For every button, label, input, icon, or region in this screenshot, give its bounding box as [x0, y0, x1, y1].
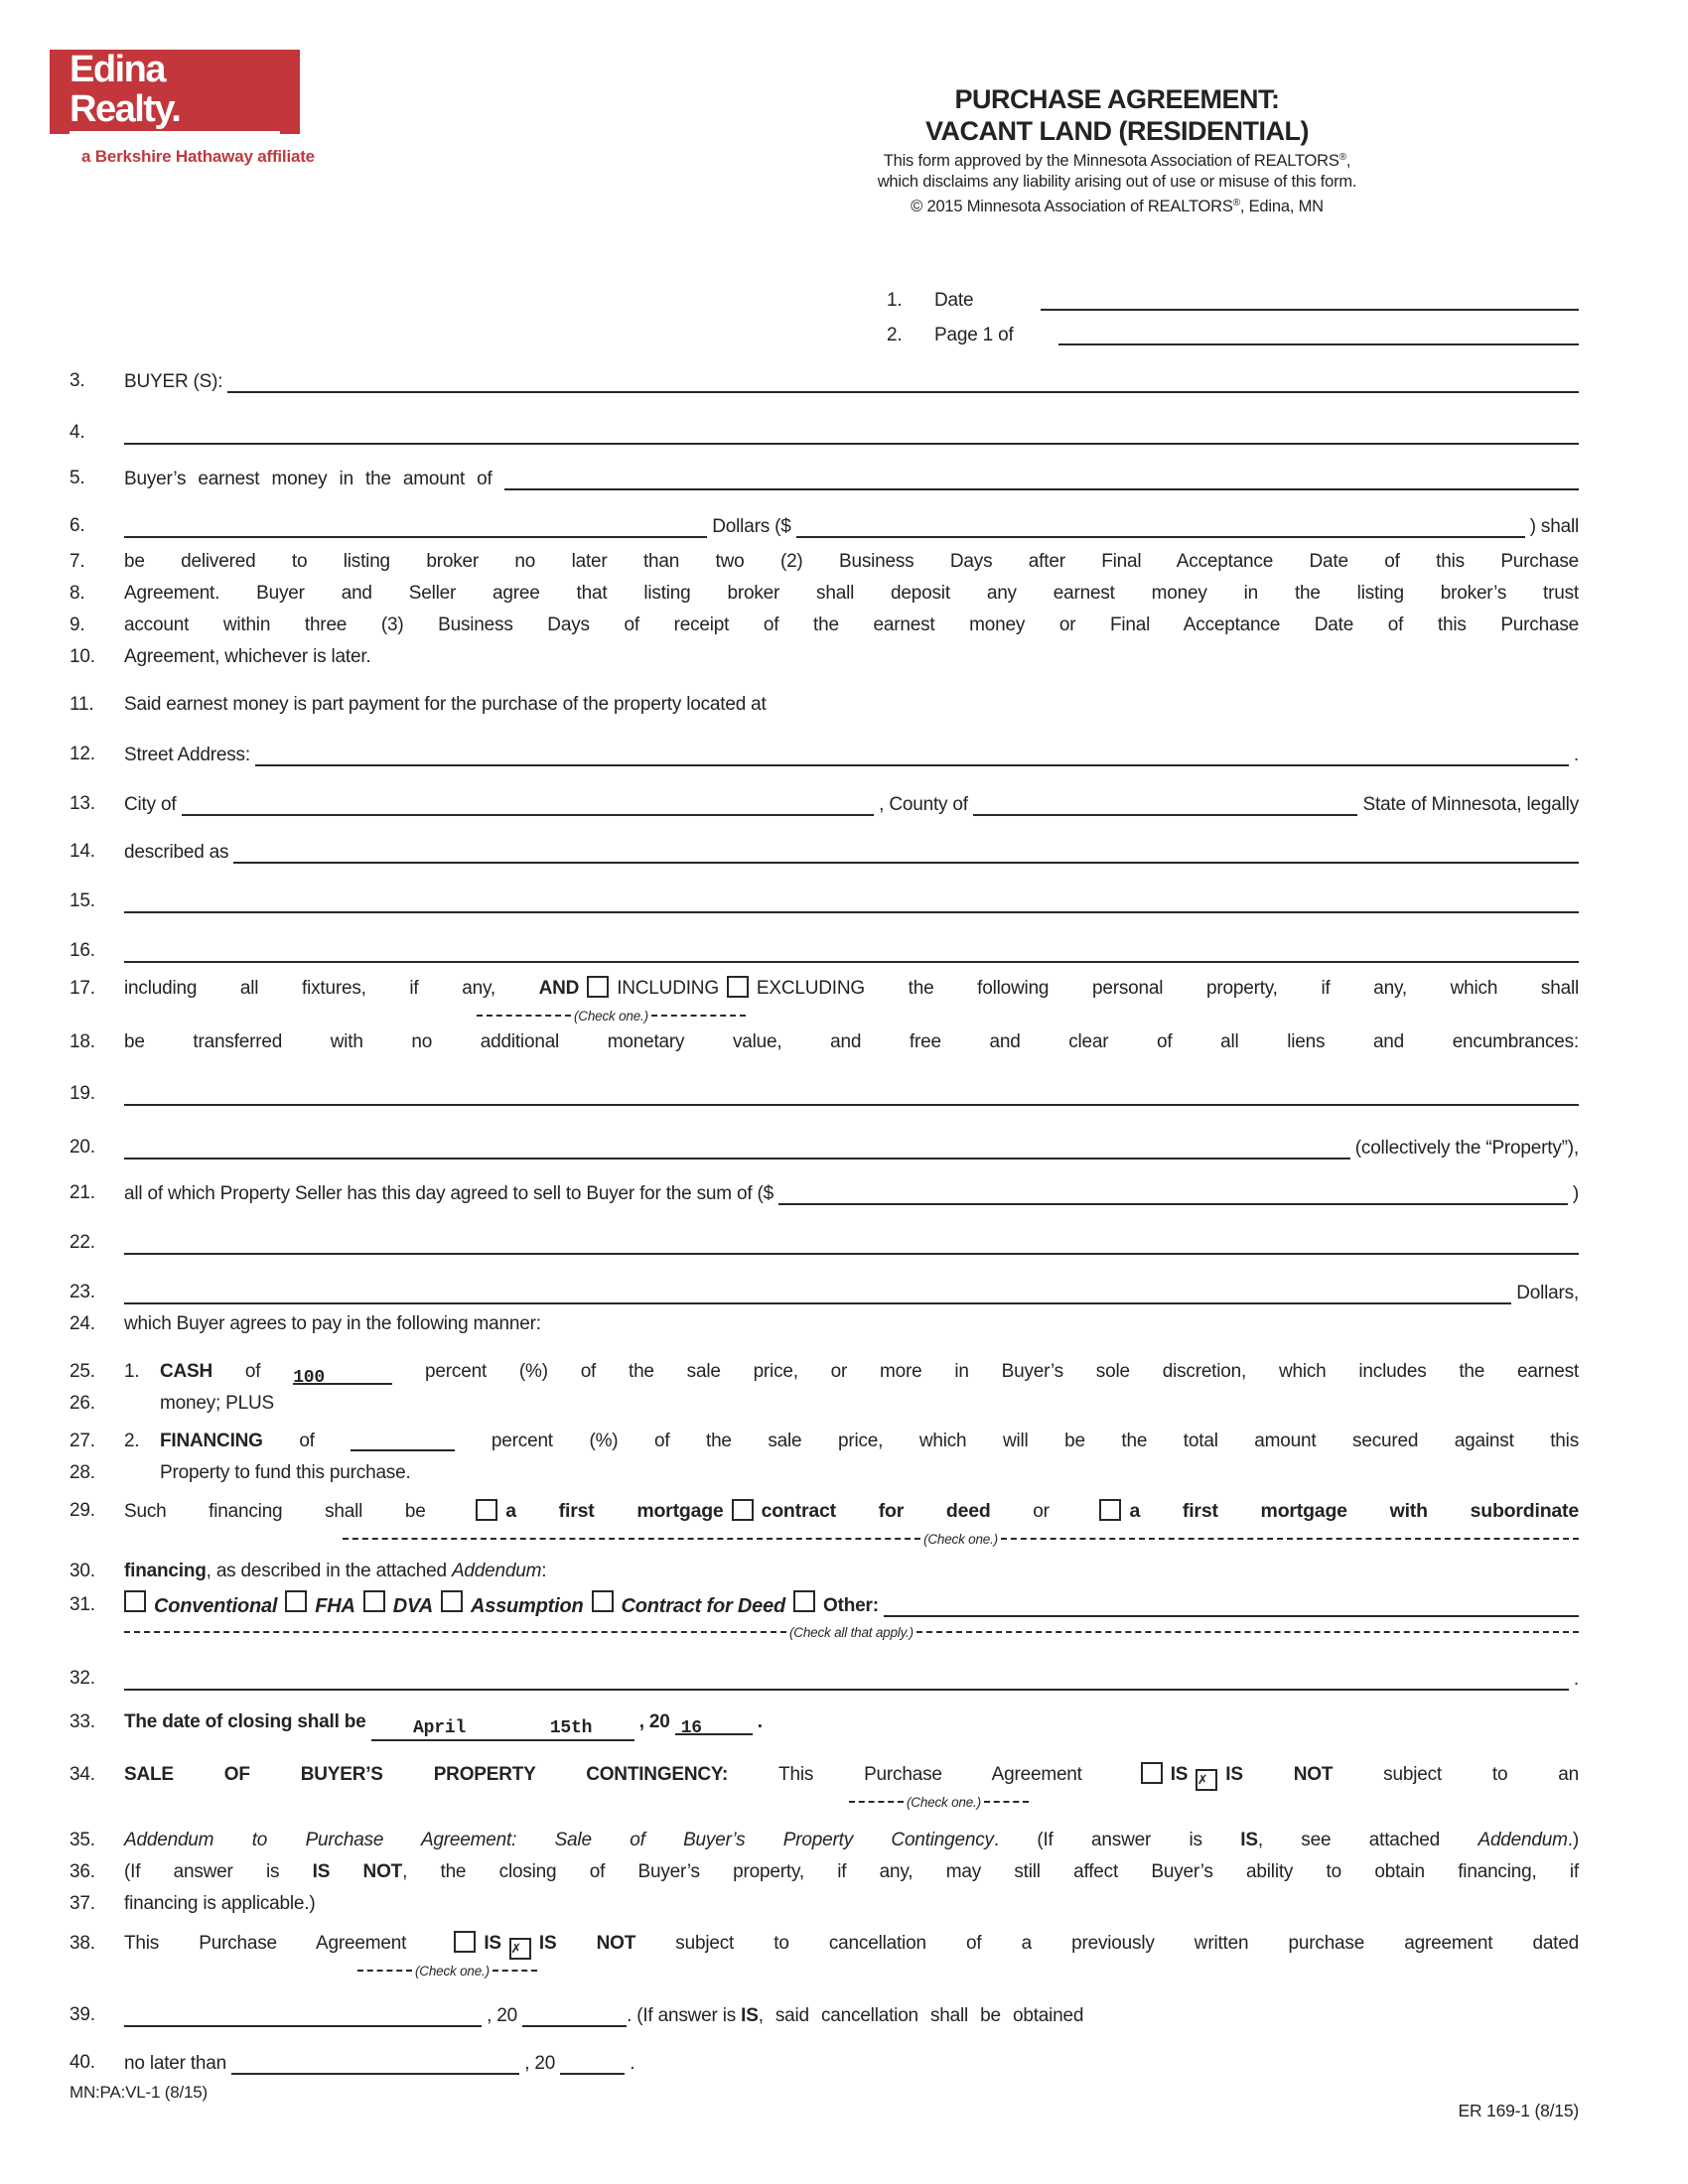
if-answer-is-pre-text: . (If answer is [627, 2005, 742, 2026]
closing-month-value: April [413, 1718, 467, 1738]
line-number: 3. [70, 370, 85, 391]
line-number: 31. [70, 1594, 95, 1615]
line-22 [70, 1227, 1579, 1259]
line-27 [70, 1426, 1579, 1457]
earnest-amount-words-blank-2[interactable] [124, 512, 707, 538]
line-8 [70, 578, 1579, 610]
first-mortgage-label: a first mortgage [505, 1500, 724, 1522]
checkbox-first-mortgage-subordinate[interactable] [1099, 1499, 1121, 1521]
sale-price-words-blank-2[interactable] [124, 1279, 1511, 1304]
addendum-contingency-italic-text: Addendum to Purchase Agreement: Sale of Buyer’s Property Contingency [124, 1830, 994, 1850]
page-count-blank[interactable] [1058, 320, 1579, 345]
contract-for-deed-label: contract for deed [761, 1500, 991, 1522]
including-label: INCLUDING [617, 978, 719, 999]
state-minnesota-label: State of Minnesota, legally [1357, 794, 1579, 815]
line-number: 16. [70, 940, 95, 961]
checkbox-cancellation-is[interactable] [454, 1931, 476, 1953]
logo-underline-bar [70, 131, 280, 134]
closing-month-day-blank[interactable] [371, 1717, 634, 1741]
line-36 [70, 1856, 1579, 1888]
checkbox-contingency-is[interactable] [1141, 1762, 1163, 1784]
line-7 [70, 546, 1579, 578]
line-number: 14. [70, 841, 95, 862]
earnest-paragraph-text-2: Agreement. Buyer and Seller agree that listing broker shall deposit any earnest money in the listing broker’s trust [124, 583, 1579, 604]
brand-tagline: a Berkshire Hathaway affiliate [81, 147, 315, 166]
dollars-comma-label: Dollars, [1511, 1283, 1579, 1303]
checkbox-first-mortgage[interactable] [476, 1499, 497, 1521]
is-label: IS [1170, 1764, 1189, 1785]
check-one-label: (Check one.) [415, 1963, 490, 1979]
line-number: 8. [70, 583, 85, 604]
cancellation-pre-text: This Purchase Agreement [124, 1933, 447, 1954]
prior-agreement-year-blank[interactable] [522, 2001, 627, 2027]
check-all-label: (Check all that apply.) [789, 1624, 914, 1640]
line-12 [70, 739, 1579, 770]
date-label: Date [934, 290, 974, 311]
personal-property-text: the following personal property, if any, which shall [864, 978, 1579, 999]
and-label: AND [538, 978, 580, 999]
check-one-label: (Check one.) [907, 1794, 981, 1810]
shall-label: ) shall [1524, 516, 1579, 537]
sale-price-number-blank[interactable] [778, 1179, 1568, 1205]
edina-realty-logo [50, 50, 300, 134]
addendum-italic-label: Addendum [1477, 1830, 1568, 1850]
line-40 [70, 2047, 1579, 2079]
checkbox-fha[interactable] [285, 1590, 307, 1612]
line-29 [70, 1495, 1579, 1528]
street-address-label: Street Address: [124, 745, 255, 765]
line-number: 11. [70, 694, 94, 715]
contract-for-deed-financing-label: Contract for Deed [621, 1595, 786, 1617]
checkbox-contingency-is-not[interactable] [1196, 1769, 1217, 1791]
comma-20-text: , 20 [519, 2053, 561, 2074]
if-answer-isnot-post-text: , the closing of Buyer’s property, if any, may still affect Buyer’s ability to obtain financing, if [402, 1861, 1579, 1882]
line-6 [70, 510, 1579, 542]
earnest-amount-words-blank[interactable] [504, 465, 1579, 490]
line-28 [70, 1457, 1579, 1489]
no-later-than-date-blank[interactable] [231, 2049, 519, 2075]
line-number: 19. [70, 1083, 95, 1104]
line-number: 35. [70, 1830, 95, 1850]
described-as-label: described as [124, 842, 234, 863]
subject-to-an-text: subject to an [1333, 1764, 1579, 1785]
check-one-label: (Check one.) [574, 1008, 648, 1024]
line-number: 10. [70, 646, 95, 667]
legal-description-blank-2[interactable] [124, 887, 1579, 913]
line-34 [70, 1759, 1579, 1791]
addendum-italic-label: Addendum [451, 1561, 542, 1581]
line-26 [70, 1388, 1579, 1420]
form-footer [70, 2083, 1579, 2120]
check-all-divider-31 [124, 1621, 1579, 1643]
no-later-than-label: no later than [124, 2053, 232, 2074]
if-answer-isnot-pre-text: (If answer is [124, 1861, 313, 1882]
this-purchase-agreement-text: This Purchase Agreement [778, 1764, 1133, 1785]
line-number: 24. [70, 1313, 95, 1334]
line-number: 23. [70, 1282, 95, 1302]
financing-label: FINANCING [160, 1431, 263, 1451]
line-number: 2. [887, 325, 903, 345]
line-11 [70, 689, 1579, 721]
line-number: 37. [70, 1893, 95, 1914]
line-number: 38. [70, 1933, 95, 1954]
conventional-label: Conventional [154, 1595, 278, 1617]
check-one-divider-29 [343, 1528, 1579, 1550]
check-one-label: (Check one.) [923, 1531, 998, 1547]
line-number: 30. [70, 1561, 95, 1581]
line-number: 40. [70, 2052, 95, 2073]
or-text: or [990, 1501, 1092, 1522]
line-number: 6. [70, 515, 85, 536]
dash-line [124, 1631, 786, 1633]
such-financing-text: Such financing shall be [124, 1501, 469, 1522]
closing-year-blank[interactable] [675, 1711, 753, 1738]
closing-year-value: 16 [680, 1718, 702, 1738]
line-30 [70, 1556, 1579, 1587]
dash-line [651, 1015, 746, 1017]
checkbox-cancellation-is-not[interactable] [509, 1938, 531, 1960]
county-blank[interactable] [973, 790, 1358, 816]
earnest-paragraph-text-4: Agreement, whichever is later. [124, 646, 371, 667]
financing-of-text: of [262, 1431, 352, 1451]
line-number: 18. [70, 1031, 95, 1052]
personal-property-blank-1[interactable] [124, 1080, 1579, 1106]
line-number: 32. [70, 1668, 95, 1689]
line-number: 39. [70, 2004, 95, 2025]
line-33 [70, 1706, 1579, 1741]
line-25 [70, 1356, 1579, 1388]
financing-applicable-text: financing is applicable.) [124, 1893, 316, 1914]
line-number: 7. [70, 551, 85, 572]
dash-line [984, 1801, 1029, 1803]
line-38 [70, 1928, 1579, 1960]
line-number: 25. [70, 1361, 95, 1382]
registered-mark: ® [1338, 152, 1346, 163]
dash-line [492, 1970, 537, 1972]
approval-line1-text: This form approved by the Minnesota Association of REALTORS [883, 152, 1339, 170]
line-number: 29. [70, 1500, 95, 1521]
line-35 [70, 1825, 1579, 1856]
financing-suffix-text: percent (%) of the sale price, which will be the total amount secured against this [455, 1431, 1579, 1451]
copyright-line [655, 193, 1579, 217]
cash-of-text: of [212, 1361, 294, 1382]
line-19 [70, 1078, 1579, 1110]
line-14 [70, 836, 1579, 868]
line-2 [887, 315, 1579, 349]
date-blank[interactable] [1041, 285, 1579, 311]
comma-20-label: , 20 [633, 1711, 675, 1732]
if-answer-text: . (If answer is [993, 1830, 1241, 1850]
final-period-label: . [625, 2053, 635, 2074]
line-number: 15. [70, 890, 95, 911]
item-number-2: 2. [124, 1431, 140, 1451]
county-of-label: , County of [874, 794, 973, 815]
line-number: 13. [70, 793, 95, 814]
cash-percent-value[interactable] [293, 1361, 392, 1388]
cash-percent-text: 100 [293, 1368, 326, 1388]
line-9 [70, 610, 1579, 641]
title-block [655, 83, 1579, 217]
assumption-label: Assumption [470, 1595, 584, 1617]
line-3 [70, 365, 1579, 397]
closing-day-value: 15th [549, 1718, 593, 1738]
cash-label: CASH [160, 1361, 213, 1382]
checkbox-assumption[interactable] [441, 1590, 463, 1612]
line-number: 5. [70, 468, 85, 488]
form-code-right: ER 169-1 (8/15) [1458, 2101, 1579, 2120]
dash-line [343, 1538, 920, 1540]
fha-label: FHA [315, 1595, 355, 1617]
form-body [70, 365, 1579, 2079]
sale-contingency-heading: SALE OF BUYER’S PROPERTY CONTINGENCY: [124, 1764, 779, 1785]
line-number: 17. [70, 978, 95, 999]
part-payment-text: Said earnest money is part payment for the purchase of the property located at [124, 694, 767, 715]
copyright-text: © 2015 Minnesota Association of REALTORS [911, 198, 1233, 215]
line-number: 33. [70, 1711, 95, 1732]
earnest-paragraph-text-3: account within three (3) Business Days of receipt of the earnest money or Final Acceptance Date of this Purchase [124, 614, 1579, 635]
buyers-blank[interactable] [227, 367, 1579, 393]
line-number: 12. [70, 744, 95, 764]
close-paren-text: .) [1567, 1830, 1579, 1850]
checkbox-including[interactable] [587, 976, 609, 998]
checkbox-conventional[interactable] [124, 1590, 146, 1612]
line-17 [70, 973, 1579, 1005]
item-number-1: 1. [124, 1361, 140, 1382]
comma-20-text: , 20 [482, 2005, 523, 2026]
excluding-label: EXCLUDING [756, 978, 865, 999]
line-23 [70, 1277, 1579, 1308]
buyers-label: BUYER (S): [124, 371, 228, 392]
line-37 [70, 1888, 1579, 1920]
form-title-line1: PURCHASE AGREEMENT: [954, 84, 1280, 114]
check-one-divider-34 [849, 1791, 1579, 1813]
financing-bold-label: financing [124, 1561, 207, 1581]
line-1 [887, 280, 1579, 315]
other-financing-blank[interactable] [884, 1591, 1579, 1617]
is-not-label: IS NOT [312, 1861, 403, 1882]
x-mark-icon: ✗ [1197, 1771, 1207, 1789]
buyers-blank-2[interactable] [124, 419, 1579, 445]
x-mark-icon: ✗ [510, 1940, 521, 1958]
line-16 [70, 935, 1579, 967]
other-financing-blank-2[interactable] [124, 1665, 1569, 1691]
close-paren-label: ) [1567, 1183, 1579, 1204]
cancellation-obtained-text: , said cancellation shall be obtained [758, 2005, 1084, 2026]
checkbox-contract-for-deed[interactable] [732, 1499, 754, 1521]
line-number: 26. [70, 1393, 95, 1414]
form-title-line2: VACANT LAND (RESIDENTIAL) [925, 116, 1309, 146]
fixtures-text: including all fixtures, if any, [124, 978, 539, 999]
collectively-property-label: (collectively the “Property”), [1349, 1138, 1579, 1159]
other-label: Other: [823, 1595, 884, 1616]
described-in-text: , as described in the attached [206, 1561, 452, 1581]
line-24 [70, 1308, 1579, 1340]
approval-line1 [655, 147, 1579, 172]
legal-description-blank-1[interactable] [233, 838, 1579, 864]
is-label: IS [484, 1933, 501, 1954]
check-one-divider-17 [477, 1005, 1579, 1026]
line-number: 20. [70, 1137, 95, 1158]
transferred-text: be transferred with no additional monetary value, and free and clear of all liens and encumbrances: [124, 1031, 1579, 1052]
line-number: 28. [70, 1462, 95, 1483]
line-number: 21. [70, 1182, 95, 1203]
line-number: 1. [887, 290, 903, 311]
dash-line [849, 1801, 904, 1803]
line-20 [70, 1132, 1579, 1163]
street-address-blank[interactable] [255, 741, 1569, 766]
checkbox-other[interactable] [793, 1590, 815, 1612]
dash-line [916, 1631, 1579, 1633]
checkbox-dva[interactable] [363, 1590, 385, 1612]
date-page-block [887, 280, 1579, 349]
registered-mark: ® [1232, 198, 1240, 208]
line-number: 9. [70, 614, 85, 635]
period-label: . [1568, 1669, 1579, 1690]
earnest-paragraph-text-1: be delivered to listing broker no later than two (2) Business Days after Final Acceptance Date of this Purchase [124, 551, 1579, 572]
no-later-than-year-blank[interactable] [560, 2049, 625, 2075]
city-blank[interactable] [182, 790, 875, 816]
dash-line [1001, 1538, 1579, 1540]
dollars-label: Dollars ($ [707, 516, 796, 537]
legal-description-blank-3[interactable] [124, 937, 1579, 963]
personal-property-blank-2[interactable] [124, 1134, 1350, 1160]
line-10 [70, 641, 1579, 673]
financing-percent-blank[interactable] [351, 1428, 455, 1451]
line-39 [70, 1999, 1579, 2031]
earnest-money-label: Buyer’s earnest money in the amount of [124, 469, 504, 489]
check-one-divider-38 [357, 1960, 1579, 1981]
checkbox-excluding[interactable] [727, 976, 749, 998]
prior-agreement-date-blank[interactable] [124, 2001, 482, 2027]
cancellation-post-text: subject to cancellation of a previously written purchase agreement dated [635, 1933, 1579, 1954]
is-not-label: IS NOT [538, 1933, 636, 1954]
form-code-left: MN:PA:VL-1 (8/15) [70, 2083, 208, 2102]
checkbox-contract-for-deed-financing[interactable] [592, 1590, 614, 1612]
line-number: 36. [70, 1861, 95, 1882]
copyright-suffix: , Edina, MN [1239, 198, 1324, 215]
agreed-to-sell-text: all of which Property Seller has this day agreed to sell to Buyer for the sum of ($ [124, 1183, 779, 1204]
line-4 [70, 417, 1579, 449]
line-21 [70, 1177, 1579, 1209]
sale-price-words-blank-1[interactable] [124, 1229, 1579, 1255]
line-5 [70, 463, 1579, 494]
edina-realty-logo-text: Edina Realty. [70, 49, 181, 130]
line-13 [70, 788, 1579, 820]
line-18 [70, 1026, 1579, 1058]
line-32 [70, 1663, 1579, 1695]
page-of-label: Page 1 of [934, 325, 1014, 345]
form-header [0, 0, 1688, 365]
is-label: IS [1240, 1830, 1258, 1850]
fund-purchase-text: Property to fund this purchase. [160, 1462, 411, 1483]
city-of-label: City of [124, 794, 182, 815]
approval-line2: which disclaims any liability arising out of use or misuse of this form. [877, 173, 1357, 191]
line-number: 27. [70, 1431, 95, 1451]
line-number: 4. [70, 422, 85, 443]
line-number: 34. [70, 1764, 95, 1785]
closing-date-label: The date of closing shall be [124, 1711, 371, 1732]
is-label: IS [741, 2005, 759, 2026]
cash-percent-suffix-text: percent (%) of the sale price, or more in Buyer’s sole discretion, which includes the earnest [392, 1361, 1579, 1382]
colon-text: : [541, 1561, 547, 1581]
is-not-label: IS NOT [1225, 1764, 1334, 1785]
first-mortgage-subordinate-label: a first mortgage with subordinate [1129, 1500, 1579, 1522]
line-31 [70, 1589, 1579, 1621]
dash-line [477, 1015, 571, 1017]
line-number: 22. [70, 1232, 95, 1253]
street-address-period: . [1568, 745, 1579, 765]
line-15 [70, 886, 1579, 917]
see-attached-text: , see attached [1257, 1830, 1478, 1850]
pay-manner-text: which Buyer agrees to pay in the following manner: [124, 1313, 541, 1334]
approval-line1-comma: , [1345, 152, 1351, 170]
earnest-amount-number-blank[interactable] [796, 512, 1525, 538]
closing-period-label: . [752, 1711, 763, 1732]
dva-label: DVA [392, 1595, 433, 1617]
dash-line [357, 1970, 412, 1972]
money-plus-text: money; PLUS [160, 1393, 275, 1414]
